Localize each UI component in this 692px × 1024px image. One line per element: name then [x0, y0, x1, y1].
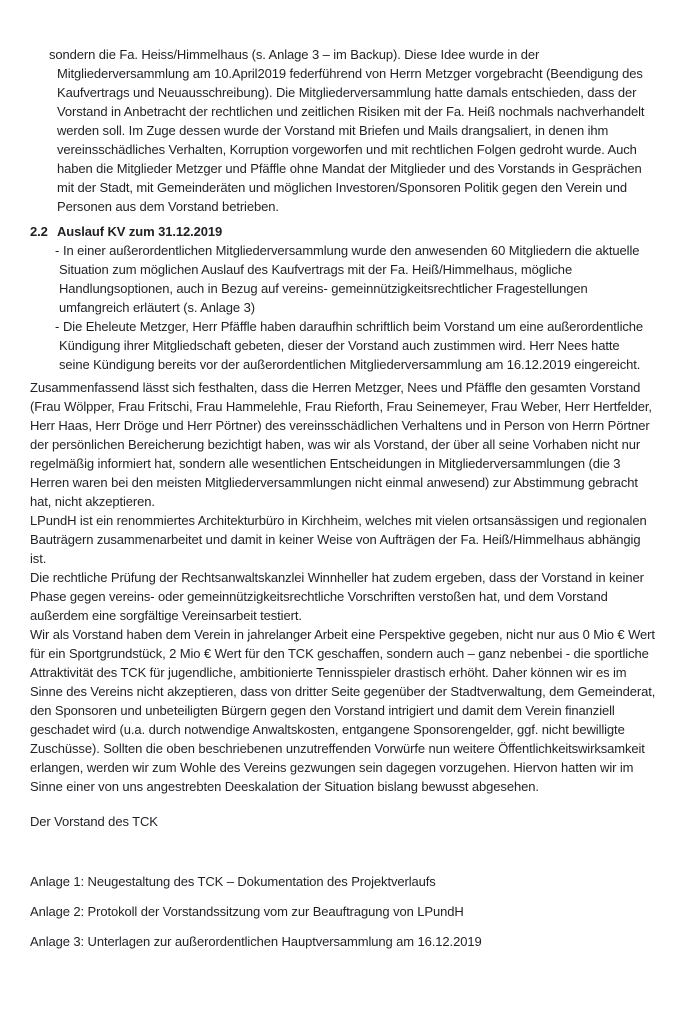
paragraph-line: mit der Stadt, mit Gemeinderäten und möglichen Investoren/Sponsoren Politik gegen den Verein und: [57, 180, 627, 195]
paragraph-line: Kaufvertrags und Neuausschreibung). Die Mitgliederversammlung hatte damals entschieden, dass der: [57, 85, 637, 100]
summary-paragraph: [30, 378, 655, 796]
paragraph-line: Kündigung ihrer Mitgliedschaft gebeten, dieser der Vorstand auch zustimmen wird. Herr Nees hatte: [59, 338, 620, 353]
bullet-first-line: [55, 317, 643, 336]
paragraph-line: vereinsschädliches Verhalten, Korruption vorgeworfen und mit rechtlichen Folgen gedroht wurde. Auch: [57, 142, 637, 157]
bullet-list: [55, 241, 643, 374]
paragraph-line: Herren waren bei den meisten Mitgliederversammlungen nicht einmal anwesend) zur Abstimmung gebracht: [30, 475, 638, 490]
paragraph-line: Personen aus dem Vorstand betrieben.: [57, 199, 279, 214]
paragraph-line: ist.: [30, 551, 47, 566]
section-heading: [30, 222, 222, 241]
paragraph-line: umfangreich erläutert (s. Anlage 3): [59, 300, 255, 315]
paragraph-line: (Frau Wölpper, Frau Fritschi, Frau Hammelehle, Frau Rieforth, Frau Seinemeyer, Frau Weber, Herr Hertfelder,: [30, 399, 652, 414]
bullet-continuation-lines: [55, 336, 643, 374]
attachments-list: [30, 872, 482, 962]
paragraph-line: außerdem eine sorgfältige Vereinsarbeit testiert.: [30, 608, 302, 623]
paragraph-line: Attraktivität des TCK für jugendliche, ambitionierte Tennisspieler drastisch erhöht. Daher können wir es im: [30, 665, 627, 680]
bullet-marker: -: [55, 243, 60, 258]
section-number: 2.2: [30, 224, 48, 239]
paragraph-line: Handlungsoptionen, auch in Bezug auf vereins- gemeinnützigkeitsrechtlicher Fragestellungen: [59, 281, 588, 296]
paragraph-line: regelmäßig informiert hat, sondern alle wesentlichen Entscheidungen in Mitgliederversammlungen (die 3: [30, 456, 621, 471]
paragraph-line: Sinne des Vereins nicht akzeptieren, dass von dritter Seite gegenüber der Stadtverwaltung, dem Gemeinderat,: [30, 684, 656, 699]
paragraph-line: geschadet wird (u.a. durch notwendige Anwaltskosten, entgangene Sponsorengelder, ggf. nicht bewilligte: [30, 722, 625, 737]
bullet-item: [55, 317, 643, 374]
signature-line: Der Vorstand des TCK: [30, 814, 158, 829]
attachment-line: Anlage 3: Unterlagen zur außerordentlichen Hauptversammlung am 16.12.2019: [30, 934, 482, 949]
paragraph-line: Sinne einer von uns angestrebten Deeskalation der Situation bislang bewusst abgesehen.: [30, 779, 539, 794]
bullet-marker: -: [55, 319, 60, 334]
section-title: Auslauf KV zum 31.12.2019: [57, 224, 223, 239]
paragraph-line: Herr Haas, Herr Dröge und Herr Pörtner) des vereinsschädlichen Verhaltens und in Person von Herrn Pörtner: [30, 418, 650, 433]
paragraph-line: Wir als Vorstand haben dem Verein in jahrelanger Arbeit eine Perspektive gegeben, nicht nur aus 0 Mio € Wert: [30, 627, 655, 642]
intro-paragraph: [49, 45, 644, 216]
paragraph-line: hat, nicht akzeptieren.: [30, 494, 155, 509]
paragraph-line: erlangen, werden wir zum Wohle des Vereins gezwungen sein dagegen vorzugehen. Hiervon hatten wir im: [30, 760, 634, 775]
paragraph-line: Zusammenfassend lässt sich festhalten, dass die Herren Metzger, Nees und Pfäffle den gesamten Vorstand: [30, 380, 641, 395]
paragraph-line: Situation zum möglichen Auslauf des Kaufvertrags mit der Fa. Heiß/Himmelhaus, mögliche: [59, 262, 573, 277]
paragraph-line: Mitgliederversammlung am 10.April2019 federführend von Herrn Metzger vorgebracht (Beendigung des: [57, 66, 643, 81]
paragraph-line: Zuschüsse). Sollten die oben beschriebenen unzutreffenden Vorwürfe nun weitere Öffentlichkeitswirksamkeit: [30, 741, 645, 756]
paragraph-line: sondern die Fa. Heiss/Himmelhaus (s. Anlage 3 – im Backup). Diese Idee wurde in der: [49, 47, 540, 62]
attachment-line: Anlage 2: Protokoll der Vorstandssitzung vom zur Beauftragung von LPundH: [30, 904, 464, 919]
bullet-first-line: [55, 241, 643, 260]
paragraph-line: für ein Sportgrundstück, 2 Mio € Wert für den TCK geschaffen, sondern auch – ganz nebenbei - die sportliche: [30, 646, 649, 661]
paragraph-line: LPundH ist ein renommiertes Architekturbüro in Kirchheim, welches mit vielen ortsansässigen und regionalen: [30, 513, 647, 528]
paragraph-line: Vorstand in Anbetracht der rechtlichen und zeitlichen Risiken mit der Fa. Heiß nochmals nachverhandelt: [57, 104, 645, 119]
bullet-item: [55, 241, 643, 317]
intro-continuation-lines: [49, 64, 644, 216]
paragraph-line: Die rechtliche Prüfung der Rechtsanwaltskanzlei Winnheller hat zudem ergeben, dass der Vorstand in keiner: [30, 570, 644, 585]
paragraph-line: Bauträgern zusammenarbeitet und damit in keiner Weise von Aufträgen der Fa. Heiß/Himmelhaus abhängig: [30, 532, 641, 547]
paragraph-line: In einer außerordentlichen Mitgliederversammlung wurde den anwesenden 60 Mitgliedern die aktuelle: [63, 243, 640, 258]
paragraph-line: Die Eheleute Metzger, Herr Pfäffle haben daraufhin schriftlich beim Vorstand um eine außerordentliche: [63, 319, 644, 334]
paragraph-line: werden soll. Im Zuge dessen wurde der Vorstand mit Briefen und Mails drangsaliert, in denen ihm: [57, 123, 609, 138]
paragraph-line: seine Kündigung bereits vor der außerordentlichen Mitgliederversammlung am 16.12.2019 eingereicht.: [59, 357, 641, 372]
bullet-continuation-lines: [55, 260, 643, 317]
paragraph-line: der persönlichen Bereicherung bezichtigt haben, was wir als Vorstand, der über all seine Vorhaben nicht nur: [30, 437, 641, 452]
attachment-line: Anlage 1: Neugestaltung des TCK – Dokumentation des Projektverlaufs: [30, 874, 436, 889]
paragraph-line: haben die Mitglieder Metzger und Pfäffle ohne Mandat der Mitglieder und des Vorstands in Gesprächen: [57, 161, 642, 176]
paragraph-line: Phase gegen vereins- oder gemeinnützigkeitsrechtliche Vorschriften verstoßen hat, und dem Vorstand: [30, 589, 608, 604]
paragraph-line: den Sponsoren und unbeteiligten Bürgern gegen den Vorstand intrigiert und damit dem Verein finanziell: [30, 703, 615, 718]
